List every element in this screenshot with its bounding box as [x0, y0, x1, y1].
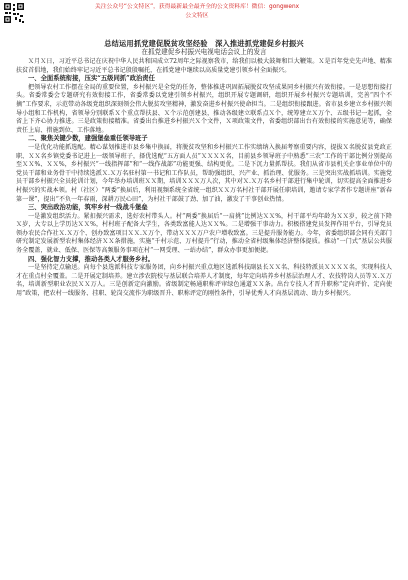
promo-banner-text: 关注公众号“公文特区”，获得最新最全最齐全的公文资料库！微信：gongwenx	[94, 4, 300, 10]
document-body	[16, 39, 392, 299]
promo-banner-subtext: 公文特区	[185, 13, 209, 19]
top-banner	[0, 0, 408, 26]
section-heading: 一、全面系统衔接，压实“五级同抓”政治责任	[28, 75, 155, 83]
section-heading: 二、聚焦关键少数，建强堡垒重任领导班子	[28, 135, 148, 143]
section-paragraph: 把领导农村工作摆在全局的重要位置，乡村振兴是全党的任务，整体推进巩固拓展脱贫攻坚成果同乡村振兴有效衔接。一是思想衔接打头。省委常委会专题研究有效衔接工作，省委常委以党建引领乡村振兴，组织开展专题调研，组织开展乡村振兴专题培训，完善“四个不摘”工作要求，示范带动各级党组织深刻领会伟大脱贫攻坚精神，激发奋进乡村振兴使命担当。二是组织衔接跟进。省市县乡建立乡村振兴领导小组和工作机构，省领导分别联系Ｘ个重点帮扶县、Ｘ个示范创建县，推动各级建立联系点Ｘ个，统筹建立Ｘ万个、五级书记一起抓，全省上下齐心协力推进。三是政策衔接精准。省委出台推进乡村振兴Ｘ个文件，Ｘ项政策文件，省委组织部出台有效衔接的实施意见等，确保责任上肩、措施到位、工作落地。	[16, 83, 392, 134]
intro-paragraph: Ｘ月Ｘ日，习近平总书记在庆祝中华人民共和国成立72周年之际视察我市，给我们以极大鼓舞和巨大鞭策。Ｘ是百年党史先声地、精准扶贫首倡地，我们始终牢记习近平总书记殷殷嘱托，在抓党建中继续以高质量党建引领乡村全面振兴。	[16, 58, 392, 74]
document-title: 总结运用抓党建促脱贫攻坚经验 深入推进抓党建促乡村振兴	[104, 39, 304, 48]
section-heading: 三、突出政治功能，筑牢乡村一线战斗堡垒	[28, 204, 148, 212]
section-paragraph: 一是激发组织活力。紧扣振兴需求，选好农村带头人。村“两委”换届后“一肩挑”比例达ＸＸ%，村干部平均年龄为ＸＸ岁，较之前下降Ｘ岁，大专以上学历达ＸＸ%，村村班子配备大学生，各类致富能人达ＸＸ%。二是增强干事动力。积极搭建党员发挥作用平台，引导党员领办农民合作社Ｘ.Ｘ万个、创办致富项目ＸＸ.Ｘ万个，带动ＸＸＸ万户农户增收致富。三是提升服务能力。今年，省委组织部会同有关部门研究制定发展新型农村集体经济ＸＸ条措施，实施“千村示范、万村提升”行动，推动全省村级集体经济整体提质。推动“一门式”基层公共服务全覆盖，就业、低保、医保等高频服务事项在村“一网受理、一站办结”，群众办事更加便捷。	[16, 212, 392, 255]
section-paragraph: 一是优化功能抓选配。精心谋划推进市县乡集中换届，将脱贫攻坚和乡村振兴工作实绩纳入换届考察重要内容，提拔Ｘ名脱贫县党政正职、ＸＸ名乡镇党委书记进上一级领导班子，择优选配“五方面人员”ＸＸＸＸ名，目前县乡领导班子中熟悉“三农”工作的干部比例分别提高至ＸＸ%、ＸＸ%，乡村振兴“一线指挥部”和“一线作战部”功能更强、结构更优。二是下沉力量抓帮扶。我们从省市县机关企事业单位中的党员干部和业务骨干中持续选派Ｘ.Ｘ万名驻村第一书记和工作队员，帮助强组织、兴产业、抓治理、优服务。三是突出实战抓培训。实施党员干部乡村振兴全员轮训计划，今年举办培训班ＸＸ期，培训ＸＸＸ万人次，其中对Ｘ.Ｘ万名乡村干部进行集中轮训，切实提高全面推进乡村振兴的实战本领。村（社区）“两委”换届后，利用视频系统全省统一组织ＸＸ万名村社干部开展任职培训，邀请专家学者作专题讲座“新春第一课”，提出“不负一年春雨，深耕万民心田”，为村社干部鼓了劲、加了油，激发了干事创业热情。	[16, 143, 392, 203]
qr-code-icon[interactable]	[3, 2, 25, 24]
section-paragraph: 一是坚持定点输送。向每个县选派科技专家服务团，向乡村振兴重点地区选派科技副县长ＸＸ名、科技特派员ＸＸＸＸ名，实现科技人才在重点村全覆盖。二是开展定制培养。建立涉农院校与基层联合培养人才制度，每年定向培养乡村基层治理人才、农技特岗人员等Ｘ.Ｘ万名，培训新型职业农民ＸＸ万人。三是创新定向激励。省级制定畅通职称评审绿色通道ＸＸ条。出台专技人才晋升职称“定向评价、定向使用”政策，把农村一线服务、挂职、轮岗交流作为职级晋升、职称评定的刚性条件，引导优秀人才向基层流动、助力乡村振兴。	[16, 264, 392, 298]
document-subtitle: 在抓党建促乡村振兴电视电话会议上的发言	[141, 48, 267, 56]
section-heading: 四、强化智力支撑，推动各类人才服务乡村。	[28, 255, 154, 263]
